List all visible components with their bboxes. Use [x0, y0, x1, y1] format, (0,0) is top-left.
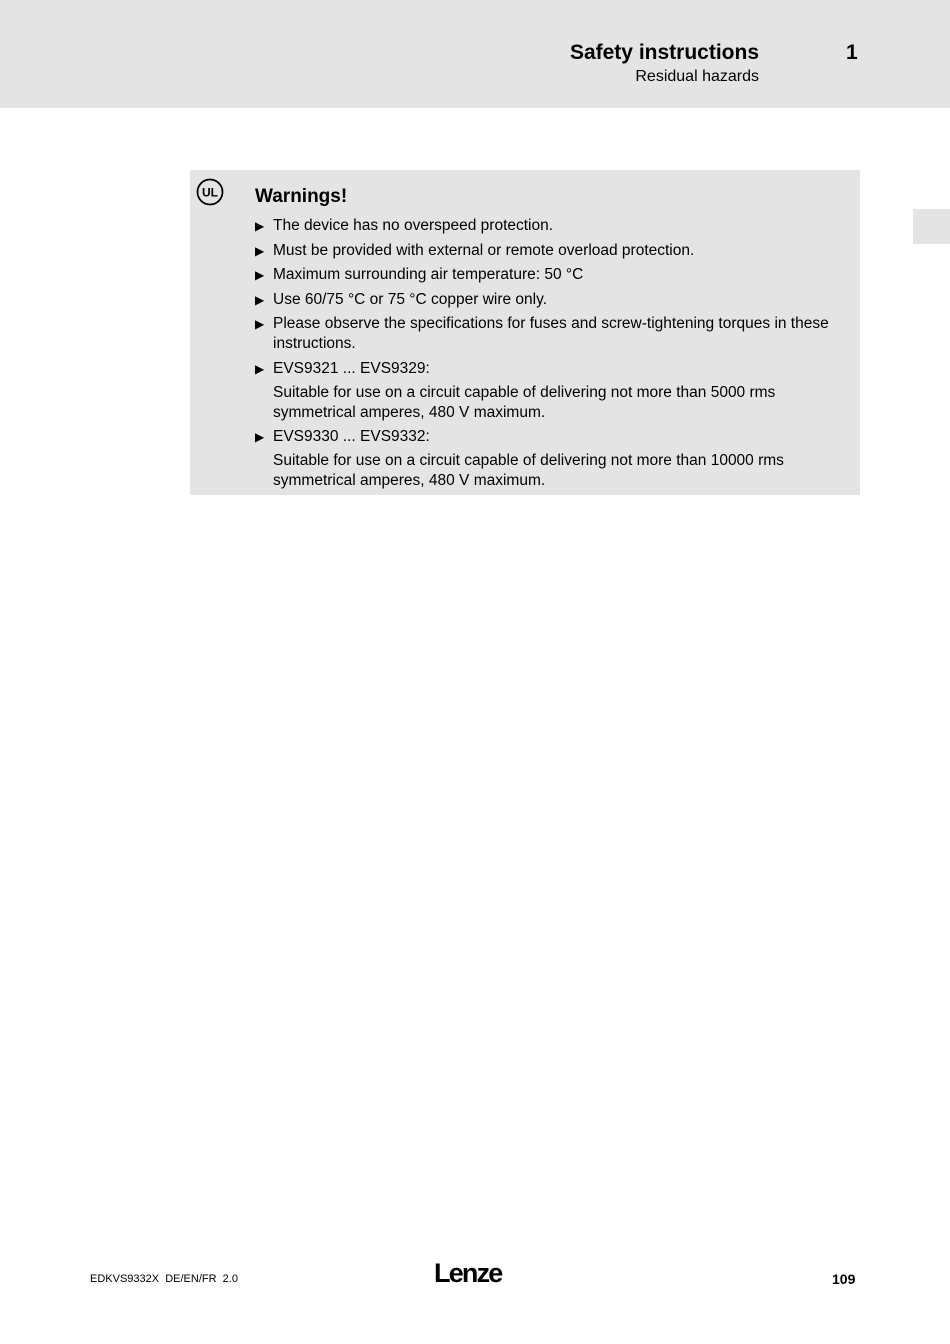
warning-box	[190, 170, 860, 495]
warning-item	[255, 265, 850, 285]
document-id: EDKVS9332X DE/EN/FR 2.0	[90, 1273, 238, 1285]
chapter-side-tab	[913, 209, 950, 244]
warning-item	[255, 427, 850, 491]
warning-item	[255, 290, 850, 310]
page-header	[0, 0, 950, 108]
warning-item-text: EVS9330 ... EVS9332:	[273, 428, 430, 445]
page-number: 109	[832, 1271, 856, 1287]
bullet-arrow-icon: ▶	[255, 317, 265, 331]
warning-item-text: Please observe the specifications for fuses and screw-tightening torques in these instructions.	[273, 315, 829, 352]
bullet-arrow-icon: ▶	[255, 219, 265, 233]
warning-item	[255, 216, 850, 236]
ul-mark-text: UL	[202, 185, 218, 200]
warning-item-description: Suitable for use on a circuit capable of delivering not more than 5000 rms symmetrical amperes, 480 V maximum.	[273, 383, 776, 421]
warning-item-text: Use 60/75 °C or 75 °C copper wire only.	[273, 290, 548, 308]
section-title: Safety instructions	[569, 41, 759, 64]
bullet-arrow-icon: ▶	[255, 268, 265, 282]
warning-item-text: Maximum surrounding air temperature: 50 °C	[273, 266, 584, 283]
bullet-arrow-icon: ▶	[255, 292, 265, 307]
ul-listing-mark-icon	[196, 178, 224, 206]
bullet-arrow-icon: ▶	[255, 361, 265, 376]
warning-item-text: The device has no overspeed protection.	[273, 217, 554, 234]
warning-item	[255, 359, 850, 423]
lenze-logo: Lenze	[434, 1258, 502, 1288]
warning-item-description: Suitable for use on a circuit capable of delivering not more than 10000 rms symmetrical amperes, 480 V maximum.	[273, 452, 784, 489]
warning-item-text: EVS9321 ... EVS9329:	[273, 359, 430, 377]
warning-item	[255, 314, 850, 354]
warning-item-text: Must be provided with external or remote overload protection.	[273, 241, 695, 259]
warning-list	[255, 216, 850, 496]
bullet-arrow-icon: ▶	[255, 430, 265, 444]
bullet-arrow-icon: ▶	[255, 243, 265, 258]
section-subtitle: Residual hazards	[635, 68, 759, 85]
warning-title: Warnings!	[255, 186, 348, 207]
warning-item	[255, 241, 850, 261]
chapter-number: 1	[846, 41, 858, 64]
